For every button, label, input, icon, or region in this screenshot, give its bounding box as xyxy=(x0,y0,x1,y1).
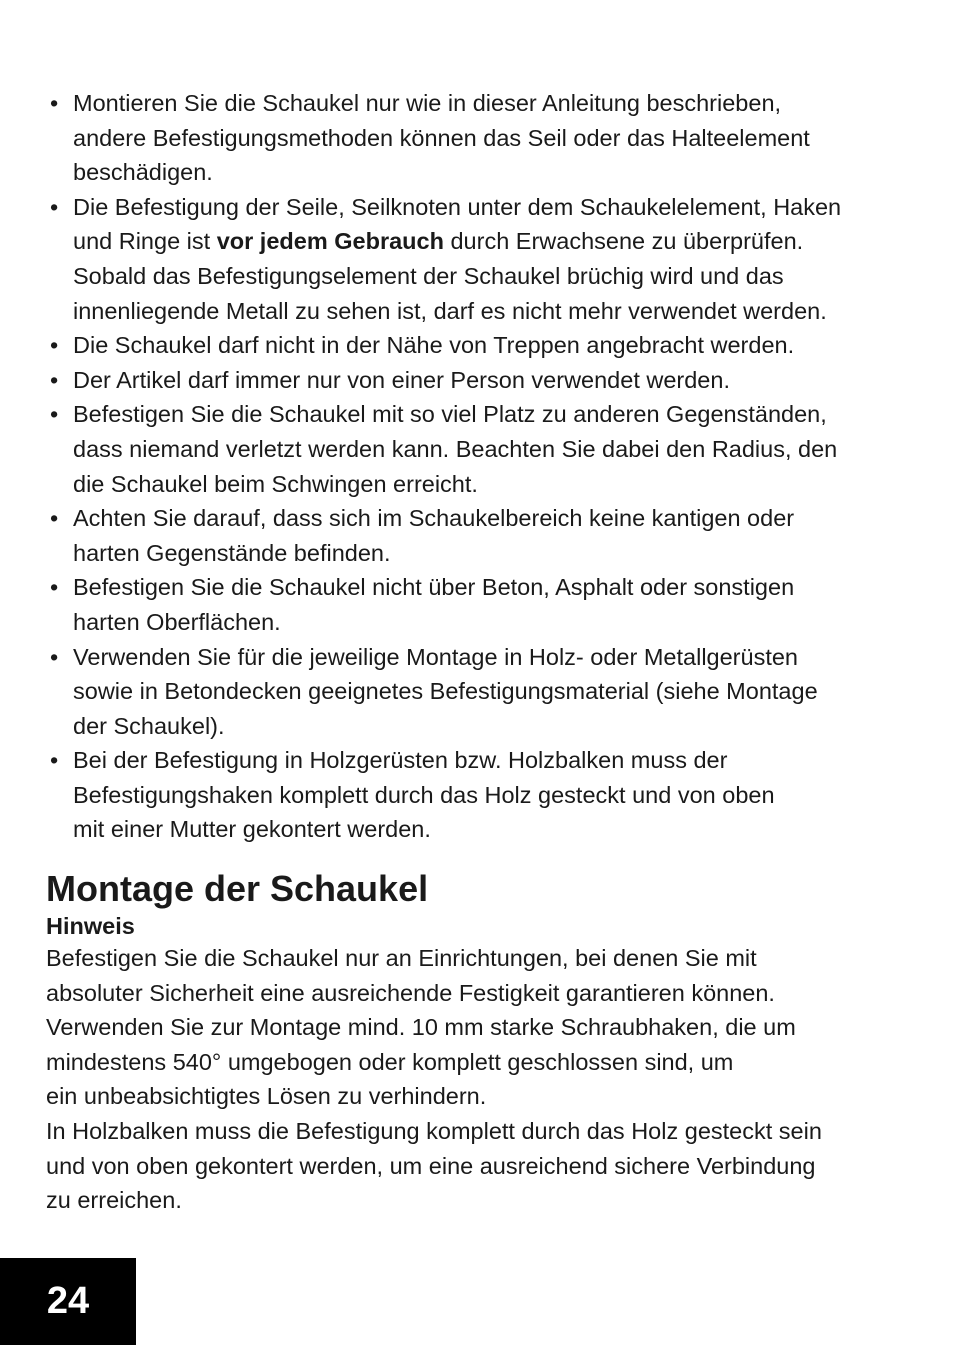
bullet-item xyxy=(46,363,896,398)
bullet-dot: • xyxy=(50,90,59,116)
bullet-item xyxy=(46,501,896,570)
bullet-text-line xyxy=(73,224,896,259)
bullet-dot: • xyxy=(50,401,59,428)
bullet-text-line: dass niemand verletzt werden kann. Beachten Sie dabei den Radius, den xyxy=(73,435,838,462)
bullet-text-segment: durch Erwachsene zu überprüfen. xyxy=(443,228,804,255)
paragraph-line: ein unbeabsichtigtes Lösen zu verhindern. xyxy=(46,1083,487,1110)
bullet-item xyxy=(46,743,896,847)
bullet-item xyxy=(46,86,896,190)
bullet-dot: • xyxy=(50,643,59,670)
bullet-text-line: beschädigen. xyxy=(73,159,213,186)
bullet-dot: • xyxy=(50,332,59,359)
bullet-text-line: Befestigen Sie die Schaukel nicht über Beton, Asphalt oder sonstigen xyxy=(73,574,795,601)
bullet-text-line: harten Oberflächen. xyxy=(73,608,281,635)
bullet-text-line: der Schaukel). xyxy=(73,712,225,739)
paragraph-line: und von oben gekontert werden, um eine ausreichend sichere Verbindung xyxy=(46,1152,816,1179)
mounting-paragraph xyxy=(46,1114,896,1218)
bullet-text-line: andere Befestigungsmethoden können das Seil oder das Halteelement xyxy=(73,124,810,151)
paragraph-line: zu erreichen. xyxy=(46,1187,182,1214)
bullet-item xyxy=(46,397,896,501)
paragraph-line: Befestigen Sie die Schaukel nur an Einrichtungen, bei denen Sie mit xyxy=(46,945,757,972)
paragraph-line: absoluter Sicherheit eine ausreichende Festigkeit garantieren können. xyxy=(46,979,775,1006)
paragraph-line: Verwenden Sie zur Montage mind. 10 mm starke Schraubhaken, die um xyxy=(46,1014,796,1041)
bullet-text-line: Montieren Sie die Schaukel nur wie in dieser Anleitung beschrieben, xyxy=(73,90,782,116)
safety-bullet-list xyxy=(46,86,896,847)
bullet-text-line: sowie in Betondecken geeignetes Befestigungsmaterial (siehe Montage xyxy=(73,678,818,705)
bullet-text-line: harten Gegenstände befinden. xyxy=(73,539,391,566)
bullet-text-line: Die Befestigung der Seile, Seilknoten unter dem Schaukelelement, Haken xyxy=(73,193,842,220)
bullet-text-line: innenliegende Metall zu sehen ist, darf es nicht mehr verwendet werden. xyxy=(73,297,827,324)
bullet-dot: • xyxy=(50,193,59,220)
bullet-dot: • xyxy=(50,505,59,532)
section-heading: Montage der Schaukel xyxy=(46,868,429,910)
note-heading: Hinweis xyxy=(46,913,135,940)
bullet-text-segment: und Ringe ist xyxy=(73,228,217,255)
bullet-dot: • xyxy=(50,366,59,393)
bullet-dot: • xyxy=(50,574,59,601)
bullet-text-line: Die Schaukel darf nicht in der Nähe von Treppen angebracht werden. xyxy=(73,332,795,359)
paragraph-line: In Holzbalken muss die Befestigung komplett durch das Holz gesteckt sein xyxy=(46,1118,822,1145)
bullet-dot: • xyxy=(50,747,59,774)
page-content xyxy=(46,86,896,1218)
bullet-item xyxy=(46,570,896,639)
bullet-text-line: mit einer Mutter gekontert werden. xyxy=(73,816,431,843)
paragraph-line: mindestens 540° umgebogen oder komplett geschlossen sind, um xyxy=(46,1048,734,1075)
page-number-box xyxy=(0,1258,136,1345)
bullet-text-line: Bei der Befestigung in Holzgerüsten bzw. Holzbalken muss der xyxy=(73,747,728,774)
bullet-item xyxy=(46,190,896,328)
bullet-text-line: Sobald das Befestigungselement der Schaukel brüchig wird und das xyxy=(73,262,784,289)
bullet-text-line: Befestigungshaken komplett durch das Holz gesteckt und von oben xyxy=(73,781,775,808)
bullet-text-line: Achten Sie darauf, dass sich im Schaukelbereich keine kantigen oder xyxy=(73,505,795,532)
emphasis-text: vor jedem Gebrauch xyxy=(216,228,444,255)
bullet-text-line: Verwenden Sie für die jeweilige Montage in Holz- oder Metallgerüsten xyxy=(73,643,798,670)
bullet-text-line: Befestigen Sie die Schaukel mit so viel Platz zu anderen Gegenständen, xyxy=(73,401,827,428)
note-paragraph xyxy=(46,941,896,1114)
bullet-text-line: die Schaukel beim Schwingen erreicht. xyxy=(73,470,478,497)
page-number: 24 xyxy=(46,1280,90,1322)
bullet-item xyxy=(46,640,896,744)
bullet-text-line: Der Artikel darf immer nur von einer Person verwendet werden. xyxy=(73,366,730,393)
bullet-item xyxy=(46,328,896,363)
